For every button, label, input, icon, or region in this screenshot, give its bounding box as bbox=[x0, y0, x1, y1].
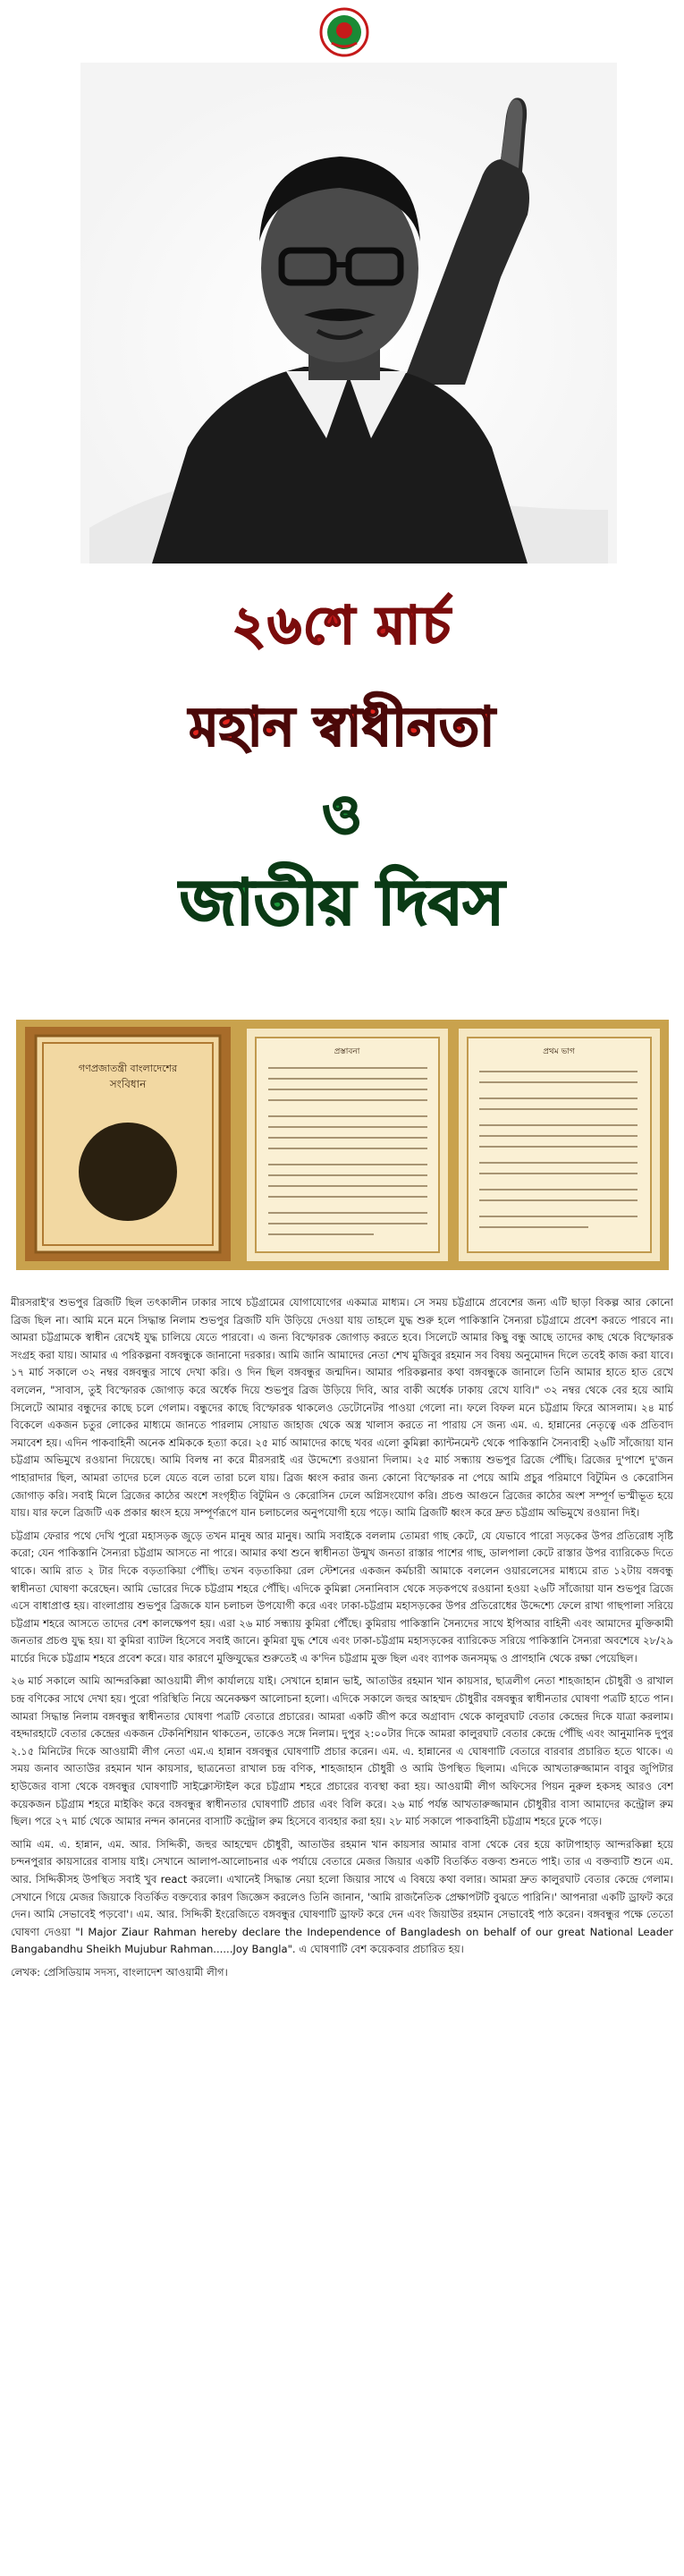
book-cover-title-line1: গণপ্রজাতন্ত্রী বাংলাদেশের bbox=[78, 1063, 178, 1074]
article-paragraph: আমি এম. এ. হান্নান, এম. আর. সিদ্দিকী, জহুর আহম্মেদ চৌধুরী, আতাউর রহমান খান কায়সার আমার বাসা থেকে বের হয়ে কাটাপাহাড় আন্দরকিল্লা হয়ে চন্দনপুরার কায়সারের বাসায় যাই। সেখানে আলাপ-আলোচনার এক পর্যায়ে বেতারে মেজর জিয়ার একটি বিতর্কিত বক্তব্য শুনতে পাই। তার এ বক্তব্যটি শুনে এম. আর. সিদ্দিকীসহ উপস্থিত সবাই খুব react করলো। এখানেই সিদ্ধান্ত নেয়া হলো জিয়ার সাথে এ বিষয়ে কথা বলার। আমরা দ্রুত কালুরঘাট বেতার কেন্দ্রে গেলাম। সেখানে গিয়ে মেজর জিয়াকে বিতর্কিত বক্তব্যের কারণ জিজ্ঞেস করলেও তিনি জানান, 'আমি রাজনৈতিক প্রেক্ষাপটটি বুঝতে পারিনি।' আপনারা একটি ড্রাফট করে দেন। আমি সেভাবেই পড়বো'। এম. আর. সিদ্দিকী ইংরেজিতে বঙ্গবন্ধুর ঘোষণাটি ড্রাফট করে দেন এবং জিয়াউর রহমান সেভাবেই পাঠ করেন। বঙ্গবন্ধুর পক্ষে তেতো ঘোষণা দেওয়া "I Major Ziaur Rahman hereby declare the Independence of Bangladesh on behalf of our great National Leader Bangabandhu Sheikh Mujubur Rahman......Joy Bangla". এ ঘোষণাটি বেশ কয়েকবার প্রচারিত হয়। bbox=[11, 1837, 673, 1956]
book-cover-title-line2: সংবিধান bbox=[109, 1078, 147, 1090]
book-cover-emblem-icon bbox=[79, 1123, 177, 1221]
constitution-book-photo bbox=[16, 1020, 669, 1270]
leader-portrait-raised-finger-illustration bbox=[80, 63, 617, 564]
article-body bbox=[11, 1294, 673, 2569]
article-paragraph: ২৬ মার্চ সকালে আমি আন্দরকিল্লা আওয়ামী লীগ কার্যালয়ে যাই। সেখানে হান্নান ভাই, আতাউর রহমান খান কায়সার, ছাত্রলীগ নেতা শাহজাহান চৌধুরী ও রাখাল চন্দ্র বণিকের সাথে দেখা হয়। পুরো পরিস্থিতি নিয়ে অনেকক্ষণ আলোচনা হলো। এদিকে সকালে জহুর আহম্মদ চৌধুরীর বঙ্গবন্ধুর স্বাধীনতার ঘোষণা পত্রটি হাতে পান। আমরা সিদ্ধান্ত নিলাম বঙ্গবন্ধুর স্বাধীনতার ঘোষণা পত্রটি বেতারে প্রচারের। আমরা একটি জীপ করে অগ্রাবাদ থেকে কালুরঘাট বেতার কেন্দ্রের দিকে যাত্রা করলাম। বহদ্দারহাটে বেতার কেন্দ্রের একজন টেকনিশিয়ান থাকতেন, তাকেও সঙ্গে নিলাম। দুপুর ২:০০টার দিকে আমরা কালুরঘাট বেতার কেন্দ্রে পৌঁছি এবং আনুমানিক দুপুর ২.১৫ মিনিটের দিকে আওয়ামী লীগ নেতা এম.এ হান্নান বঙ্গবন্ধুর ঘোষণাটি প্রচার করেন। এম. এ. হান্নানের এ ঘোষণাটি বেতারে বারবার প্রচারিত হতে থাকে। এ সময় জনাব আতাউর রহমান খান কায়সার, ছাত্রনেতা রাখাল চন্দ্র বণিক, শাহজাহান চৌধুরী ও আমি উপস্থিত ছিলাম। এদিকে আখতারুজ্জামান বাবুর জুপিটার হাউজের বাসা থেকে বঙ্গবন্ধুর ঘোষণাটি সাইক্লোস্টাইল করে চট্টগ্রাম শহরে প্রচারের ব্যবস্থা করা হয়। আওয়ামী লীগ অফিসের পিয়ন নুরুল হকসহ আরও বেশ কয়েকজন চট্টগ্রাম শহরে মাইকিং করে বঙ্গবন্ধুর স্বাধীনতার ঘোষণাটি প্রচার এবং বিলি করে। ২৬ মার্চ পর্যন্ত আখতারুজ্জামান চৌধুরীর বাসা আমাদের কন্ট্রোল রুম ছিল। পরে ২৭ মার্চ থেকে আমার নন্দন কাননের বাসাটি কন্ট্রোল রুম হিসেবে ব্যবহার করা হয়। ২৮ মার্চ সকালে পাকবাহিনী চট্টগ্রাম শহরে ঢুকে পড়ে। bbox=[11, 1674, 673, 1828]
book-page3-heading: প্রথম ভাগ bbox=[543, 1047, 575, 1056]
article-author: লেখক: প্রেসিডিয়াম সদস্য, বাংলাদেশ আওয়ামী লীগ। bbox=[11, 1965, 228, 1979]
title-date: ২৬শে মার্চ bbox=[232, 595, 452, 656]
article-paragraph: চট্টগ্রাম ফেরার পথে দেখি পুরো মহাসড়ক জুড়ে তখন মানুষ আর মানুষ। আমি সবাইকে বললাম তোমরা গাছ কেটে, যে যেভাবে পারো সড়কের উপর প্রতিরোধ সৃষ্টি করো; যেন পাকিস্তানি সৈন্যরা চট্টগ্রাম আসতে না পারে। আমার কথা শুনে স্বাধীনতা উন্মুখ জনতা রাস্তার পাশের গাছ, ডালপালা কেটে রাস্তার উপর ব্যারিকেড দিতে থাকে। আমি রাত ২ টার দিকে বড়তাকিয়া পৌঁছি। তখন বড়তাকিয়া রেল স্টেশনের একজন কর্মচারী আমাকে বললেন ওয়ারলেসের মাধ্যমে রাত ১২টায় বঙ্গবন্ধু স্বাধীনতা ঘোষণা করেছেন। আমি ভোরের দিকে চট্টগ্রাম শহরে পৌঁছি। এদিকে কুমিল্লা সেনানিবাস থেকে সড়কপথে রওয়ানা হওয়া ২৬টি সাঁজোয়া যান শুভপুর ব্রিজে এসে বাধাপ্রাপ্ত হয়। বাংলাপ্রায় শুভপুর ব্রিজকে যান চলাচল উপযোগী করে এবং ঢাকা-চট্টগ্রাম মহাসড়কের উপর প্রতিরোধের উদ্দেশ্যে ফেলে রাখা গাছপালা সরিয়ে চট্টগ্রাম শহরে আসতে তাদের বেশ কালক্ষেপণ হয়। এরা ২৬ মার্চ সন্ধ্যায় কুমিরা পৌঁছে। কুমিরায় পাকিস্তানি সৈন্যদের সাথে ইপিআর বাহিনী এবং আমাদের মুক্তিকামী জনতার প্রচণ্ড যুদ্ধ হয়। যা কুমিরা ব্যাটল হিসেবে সবাই জানে। কুমিরা যুদ্ধ শেষে এবং ঢাকা-চট্টগ্রাম মহাসড়কের ব্যারিকেড সরিয়ে পাকিস্তানি সৈন্যরা অবশেষে ২৮/২৯ মার্চের দিকে চট্টগ্রাম শহরে প্রবেশ করে। যার কারণে মুক্তিযুদ্ধের শুরুতেই এ ক'দিন চট্টগ্রাম মুক্ত ছিল এবং ব্যাপক জনসমৃদ্ধ ও প্রাণহানি থেকে রক্ষা পেয়েছিল। bbox=[11, 1529, 673, 1665]
title-national-day: জাতীয় দিবস bbox=[179, 865, 505, 939]
book-page2-heading: প্রস্তাবনা bbox=[334, 1047, 360, 1056]
bangladesh-awami-league-emblem-icon bbox=[319, 7, 369, 57]
title-block bbox=[0, 586, 684, 962]
title-and: ও bbox=[322, 784, 362, 846]
title-great-independence: মহান স্বাধীনতা bbox=[189, 696, 495, 758]
article-paragraph: মীরসরাই'র শুভপুর ব্রিজটি ছিল তৎকালীন ঢাকার সাথে চট্টগ্রামের যোগাযোগের একমাত্র মাধ্যম। সে সময় চট্টগ্রামে প্রবেশের জন্য এটি ছাড়া বিকল্প আর কোনো ব্রিজ ছিল না। আমি মনে মনে সিদ্ধান্ত নিলাম শুভপুর ব্রিজটি যদি উড়িয়ে দেওয়া যায় তাহলে যুদ্ধ শুরু হলে পাকিস্তানি সৈন্যরা চট্টগ্রামে প্রবেশ করতে পারবে না। আমরা চট্টগ্রামকে স্বাধীন রেখেই যুদ্ধ চালিয়ে যেতে পারবো। এ জন্য বিস্ফোরক জোগাড় করতে হবে। সিলেটে আমার কিছু বন্ধু আছে তাদের কাছ থেকে বিস্ফোরক সংগ্রহ করা যায়। আমার এ পরিকল্পনা বঙ্গবন্ধুকে জানানো দরকার। আমি জানি আমাদের নেতা শেখ মুজিবুর রহমান সব বিষয় অনুমোদন দিলে তবেই কাজ করা যাবে। ১৭ মার্চ সকালে ৩২ নম্বর বঙ্গবন্ধুর সাথে দেখা করি। ও দিন ছিল বঙ্গবন্ধুর জন্মদিন। আমার পরিকল্পনার কথা বঙ্গবন্ধুকে জানালে তিনি আমার হাতে হাত রেখে বললেন, "সাবাস, তুই বিস্ফোরক জোগাড় করে অর্ধেক দিয়ে শুভপুর ব্রিজ উড়িয়ে দিবি, আর বাকী অর্ধেক ঢাকায় রেখে যাবি।" ৩২ নম্বর থেকে বের হয়ে আমি সিলেটে আমার বন্ধুদের কাছে চলে গেলাম। বন্ধুদের কাছে বিস্ফোরক থাকলেও ডেটোনেটর পাওয়া গেলো না। ফলে বিফল মনে চট্টগ্রাম ফিরে আসলাম। ২৪ মার্চ বিকেলে একজন চতুর লোকের মাধ্যমে জানতে পারলাম সোয়াত জাহাজ থেকে অস্ত্র খালাস করতে না পারায় সে জন্য এম. এ. হান্নানের নেতৃত্বে এক প্রতিবাদ সমাবেশ হয়। এদিন পাকবাহিনী অনেক শ্রমিককে হত্যা করে। ২৫ মার্চ আমাদের কাছে খবর এলো কুমিল্লা ক্যান্টনমেন্ট থেকে পাকিস্তানি সৈন্যবাহী ২৬টি সাঁজোয়া যান চট্টগ্রাম অভিমুখে রওয়ানা দিয়েছে। আমি বিলম্ব না করে মীরসরাই এর উদ্দেশ্যে রওয়ানা দিলাম। ২৫ মার্চ সন্ধ্যায় শুভপুর ব্রিজে পৌঁছি। ব্রিজের দু'পাশে দু'জন পাহারাদার ছিল, আমরা তাদের চলে যেতে বলে তারা চলে যায়। ব্রিজ ধ্বংস করার জন্য কোনো বিস্ফোরক না পেয়ে আমি প্রচুর পরিমাণে বিটুমিন ও কেরোসিন জোগাড় করি। সবাই মিলে ব্রিজের কাঠের অংশে সংগৃহীত বিটুমিন ও কেরোসিন ঢেলে অগ্নিসংযোগ করি। প্রচণ্ড আগুনে ব্রিজের কাঠের অংশ সম্পূর্ণ ভস্মীভূত হয়ে যায়। যার ফলে ব্রিজটি এক প্রকার ধ্বংস হয়ে সম্পূর্ণরূপে যান চলাচলের অনুপযোগী হয়ে পড়ে। আমি ব্রিজটি ধ্বংস করে দ্রুত চট্টগ্রাম অভিমুখে রওয়ানা দিই। bbox=[11, 1296, 673, 1520]
